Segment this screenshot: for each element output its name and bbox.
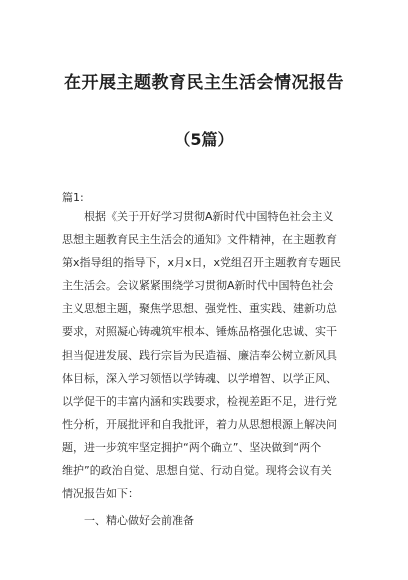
paragraph-line: 主生活会。会议紧紧围绕学习贯彻A新时代中国特色社会 (62, 279, 334, 293)
body-paragraph (62, 205, 352, 505)
paragraph-line: 根据《关于开好学习贯彻A新时代中国特色社会主义 (62, 210, 334, 223)
paragraph-line: 体目标，深入学习领悟以学铸魂、以学增智、以学正风、 (62, 371, 337, 385)
document-title: 在开展主题教育民主生活会情况报告 (64, 73, 344, 93)
paragraph-line: 情况报告如下： (62, 487, 139, 501)
section-label: 篇1: (62, 191, 84, 204)
paragraph-line: 维护”的政治自觉、思想自觉、行动自觉。现将会议有关 (62, 464, 332, 478)
paragraph-line: 第x指导组的指导下，x月x日，x党组召开主题教育专题民 (62, 256, 342, 270)
paragraph-line: 以学促干的丰富内涵和实践要求，检视差距不足，进行党 (62, 394, 337, 408)
section-heading: 一、精心做好会前准备 (84, 514, 194, 527)
paragraph-line: 题，进一步筑牢坚定拥护“两个确立”、坚决做到“两个 (62, 440, 322, 454)
paragraph-line: 担当促进发展、践行宗旨为民造福、廉洁奉公树立新风具 (62, 348, 337, 362)
paragraph-line: 主义思想主题，聚焦学思想、强党性、重实践、建新功总 (62, 302, 337, 316)
paragraph-line: 思想主题教育民主生活会的通知》文件精神，在主题教育 (62, 233, 337, 247)
document-subtitle: （5篇） (174, 130, 234, 149)
paragraph-line: 性分析，开展批评和自我批评，着力从思想根源上解决问 (62, 417, 337, 431)
paragraph-line: 要求，对照凝心铸魂筑牢根本、锤炼品格强化忠诚、实干 (62, 325, 337, 339)
